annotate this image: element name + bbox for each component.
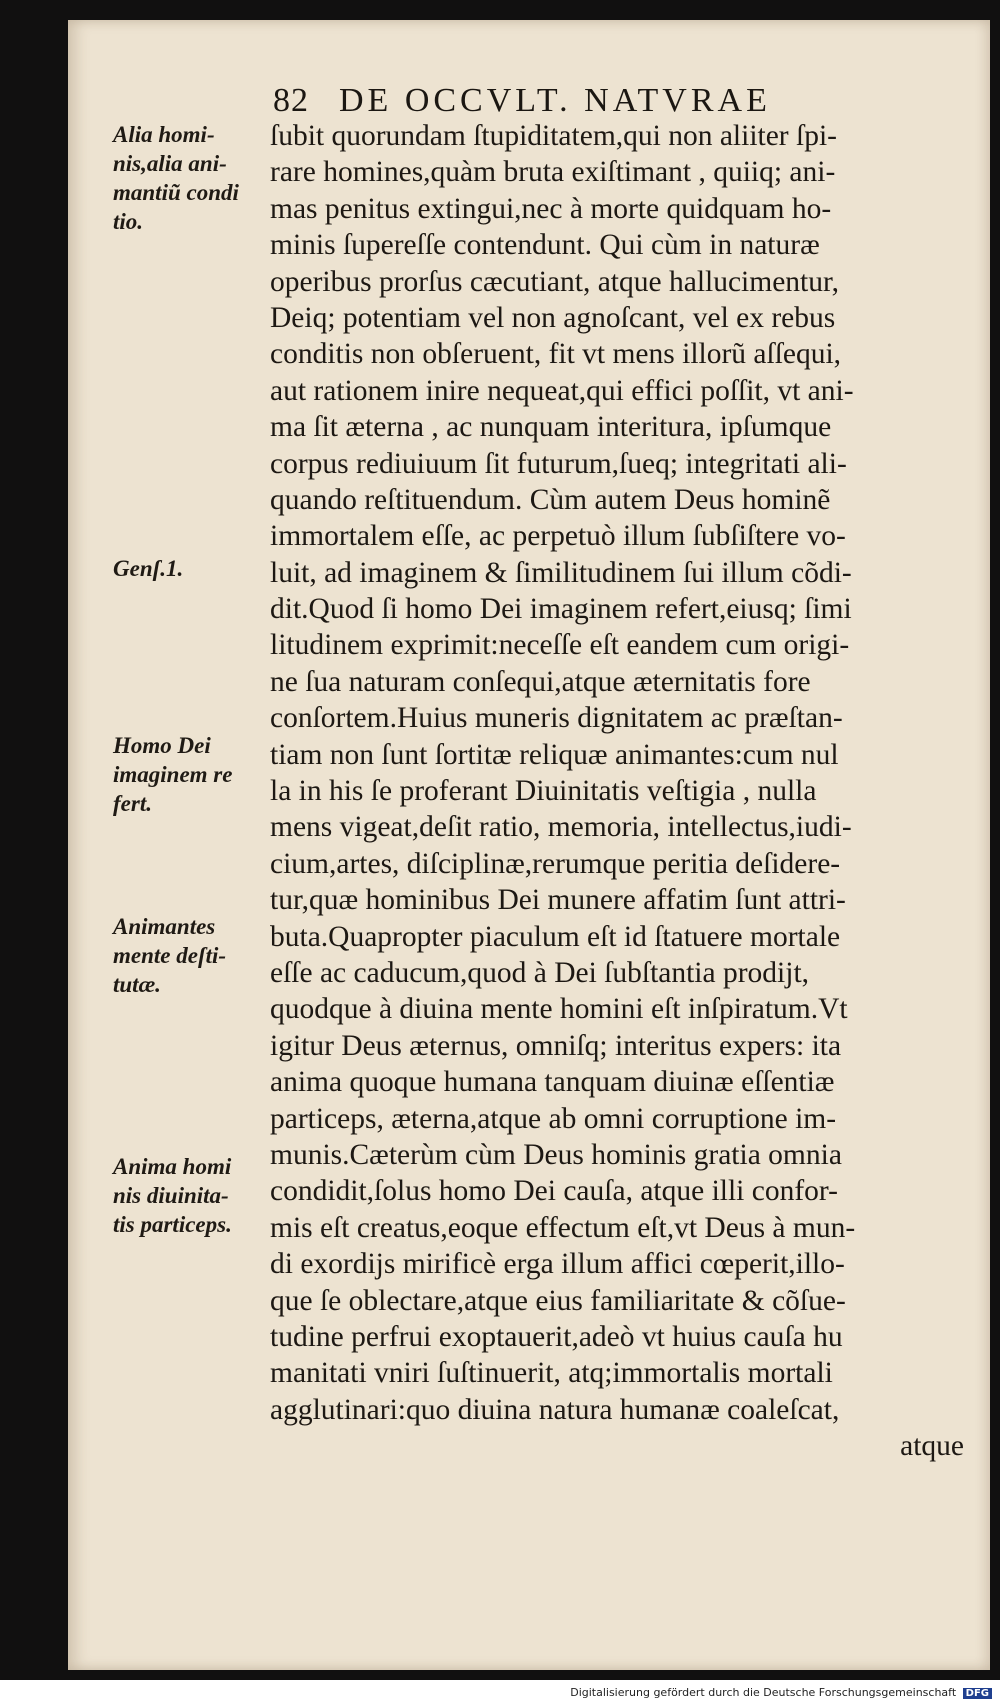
margin-note-line: fert. [113,791,152,816]
margin-note-line: tutæ. [113,972,161,997]
text-line: quodque à diuina mente homini eſt inſpiratum.Vt [270,993,848,1026]
text-line: particeps, æterna,atque ab omni corruptione im- [270,1102,837,1135]
text-line: que ſe oblectare,atque eius familiaritate & cõſue- [270,1284,846,1317]
text-line: di exordijs mirificè erga illum affici cœperit,illo- [270,1248,845,1281]
margin-note-anima-hominis [113,1152,273,1239]
text-line: litudinem exprimit:neceſſe eſt eandem cum origi- [270,629,850,662]
page-number: 82 [273,82,309,119]
text-line: tiam non ſunt ſortitæ reliquæ animantes:cum nul [270,738,839,771]
text-line: mis eſt creatus,eoque effectum eſt,vt Deus à mun- [270,1211,856,1244]
text-line: ne ſua naturam conſequi,atque æternitatis fore [270,665,811,698]
text-line: cium,artes, diſciplinæ,rerumque peritia deſidere- [270,847,841,880]
text-line: ma ſit æterna , ac nunquam interitura, ipſumque [270,411,832,444]
margin-note-line: mantiũ condi [113,180,239,205]
text-line: operibus prorſus cæcutiant, atque hallucimentur, [270,265,839,298]
text-line: agglutinari:quo diuina natura humanæ coaleſcat, [270,1393,840,1426]
margin-note-line: Alia homi- [113,122,215,147]
text-line: anima quoque humana tanquam diuinæ eſſentiæ [270,1066,835,1099]
text-line: aut rationem inire nequeat,qui effici poſſit, vt ani- [270,374,854,407]
text-line: conſortem.Huius muneris dignitatem ac præſtan- [270,702,843,735]
text-line: ſubit quorundam ſtupiditatem,qui non aliiter ſpi- [270,120,837,152]
margin-note-line: mente deſti- [113,943,227,968]
catchword: atque [900,1430,964,1463]
text-line: la in his ſe proferant Diuinitatis veſtigia , nulla [270,775,817,808]
text-line: corpus rediuiuum ſit futurum,ſueq; integritati ali- [270,447,847,480]
text-line: luit, ad imaginem & ſimilitudinem ſui illum cõdi- [270,556,852,589]
margin-note-animantes [113,912,273,999]
text-line: quando reſtituendum. Cùm autem Deus hominẽ [270,483,831,516]
margin-note-line: nis diuinita- [113,1183,229,1208]
text-line: tur,quæ hominibus Dei munere affatim ſunt attri- [270,884,846,917]
margin-note-line: Animantes [113,914,216,939]
margin-note-line: Homo Dei [113,733,211,758]
text-line: buta.Quapropter piaculum eſt id ſtatuere mortale [270,920,841,953]
margin-note-homo-dei [113,731,273,818]
margin-note-line: Genſ.1. [113,556,184,581]
margin-note-line: Anima homi [113,1154,232,1179]
margin-note-line: nis,alia ani- [113,151,227,176]
margin-note-genesis [113,554,273,583]
running-header [273,82,771,120]
text-line: conditis non obſeruent, fit vt mens illorũ aſſequi, [270,338,842,371]
text-line: manitati vniri ſuſtinuerit, atq;immortalis mortali [270,1357,833,1390]
text-line: mens vigeat,deſit ratio, memoria, intellectus,iudi- [270,811,852,844]
running-title: DE OCCVLT. NATVRAE [339,82,771,119]
text-line: dit.Quod ſi homo Dei imaginem refert,eiusq; ſimi [270,593,852,626]
main-text [270,118,982,1464]
credit-text: Digitalisierung gefördert durch die Deutsche Forschungsgemeinschaft [570,1686,957,1699]
text-line: igitur Deus æternus, omniſq; interitus expers: ita [270,1029,842,1062]
digitization-credit [570,1686,992,1699]
margin-note-line: tis particeps. [113,1212,232,1237]
text-line: immortalem eſſe, ac perpetuò illum ſubſiſtere vo- [270,520,846,553]
dfg-logo: DFG [963,1688,992,1699]
text-line: tudine perfrui exoptauerit,adeò vt huius cauſa hu [270,1320,843,1353]
text-line: rare homines,quàm bruta exiſtimant , quiiq; ani- [270,156,836,189]
text-line: mas penitus extingui,nec à morte quidquam ho- [270,192,832,225]
text-line: eſſe ac caducum,quod à Dei ſubſtantia prodijt, [270,956,810,989]
text-line: munis.Cæterùm cùm Deus hominis gratia omnia [270,1138,842,1171]
text-line: Deiq; potentiam vel non agnoſcant, vel ex rebus [270,301,836,334]
margin-note-alia-hominis [113,120,273,236]
margin-note-line: tio. [113,209,144,234]
text-line: condidit,ſolus homo Dei cauſa, atque illi confor- [270,1175,838,1208]
margin-note-line: imaginem re [113,762,233,787]
text-line: minis ſupereſſe contendunt. Qui cùm in naturæ [270,229,820,262]
